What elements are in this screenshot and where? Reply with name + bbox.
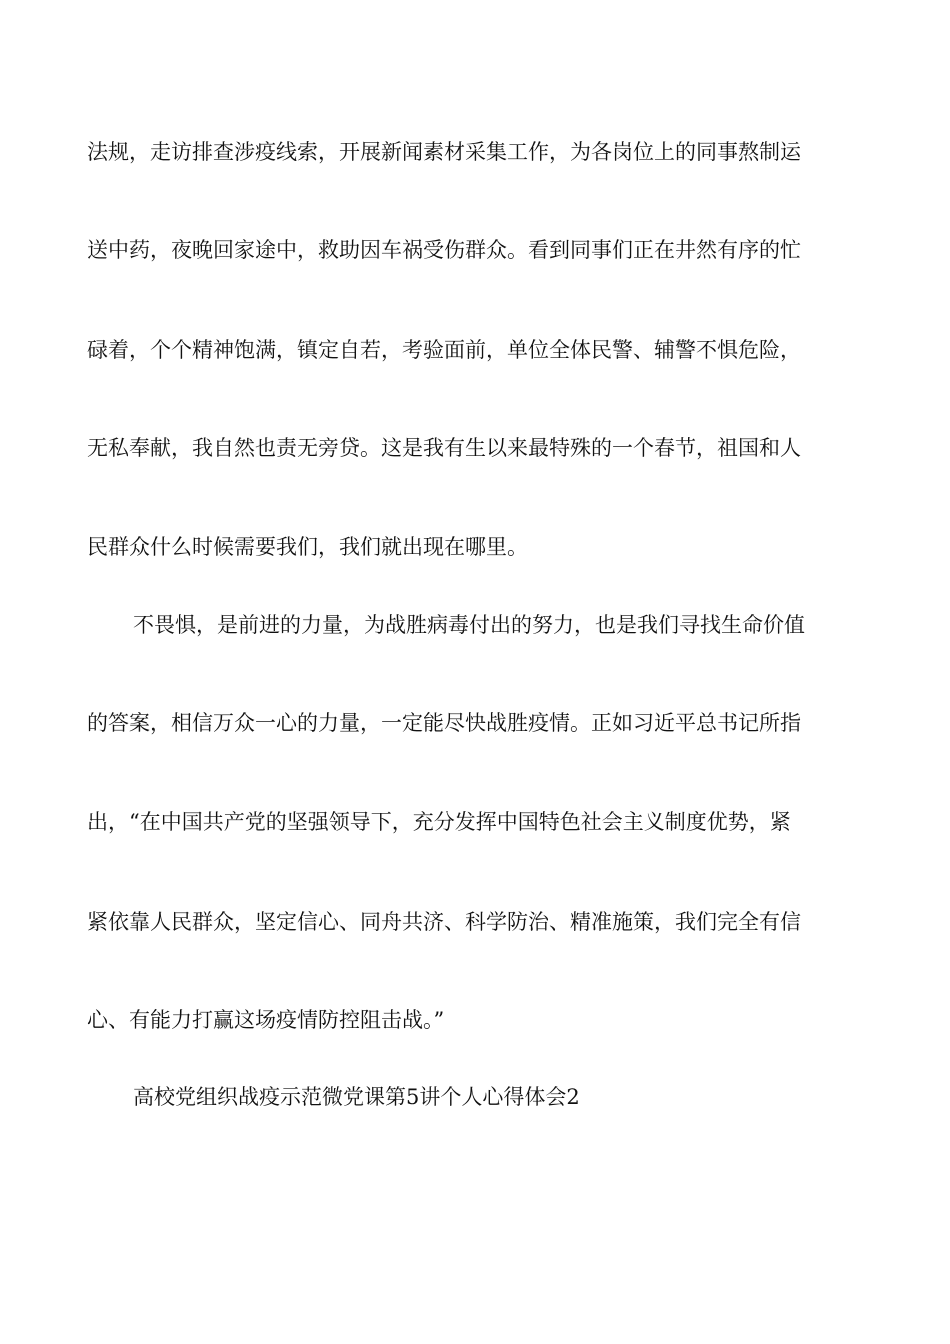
paragraph-1-line-2: 送中药，夜晚回家途中，救助因车祸受伤群众。看到同事们正在井然有序的忙 [87, 238, 801, 262]
paragraph-1-line-3: 碌着，个个精神饱满，镇定自若，考验面前，单位全体民警、辅警不惧危险， [87, 338, 801, 362]
paragraph-2-line-5: 心、有能力打赢这场疫情防控阻击战。” [87, 1008, 445, 1032]
paragraph-2-line-4: 紧依靠人民群众，坚定信心、同舟共济、科学防治、精准施策，我们完全有信 [87, 910, 801, 934]
paragraph-1-line-1: 法规，走访排查涉疫线索，开展新闻素材采集工作，为各岗位上的同事熬制运 [87, 140, 801, 164]
section-heading: 高校党组织战疫示范微党课第5讲个人心得体会2 [133, 1085, 580, 1109]
paragraph-2-line-1: 不畏惧，是前进的力量，为战胜病毒付出的努力，也是我们寻找生命价值 [133, 613, 805, 637]
paragraph-2-line-2: 的答案，相信万众一心的力量，一定能尽快战胜疫情。正如习近平总书记所指 [87, 711, 801, 735]
paragraph-1-line-5: 民群众什么时候需要我们，我们就出现在哪里。 [87, 535, 528, 559]
paragraph-1-line-4: 无私奉献，我自然也责无旁贷。这是我有生以来最特殊的一个春节，祖国和人 [87, 436, 801, 460]
paragraph-2-line-3: 出，“在中国共产党的坚强领导下，充分发挥中国特色社会主义制度优势，紧 [87, 810, 791, 834]
